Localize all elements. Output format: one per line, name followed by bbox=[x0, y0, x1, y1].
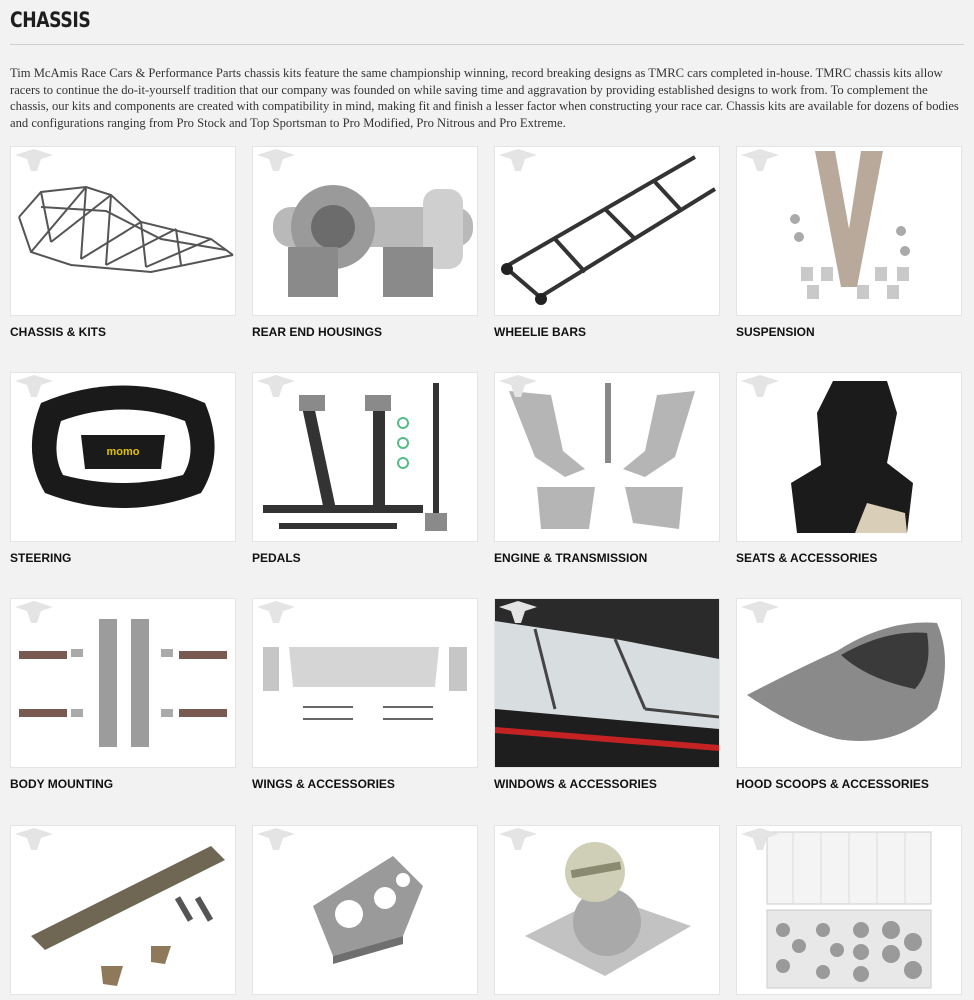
hood-scoop-image[interactable] bbox=[736, 598, 962, 768]
watermark-logo-icon bbox=[495, 826, 541, 852]
suspension-parts-image[interactable] bbox=[736, 146, 962, 316]
category-label[interactable]: BODY MOUNTING bbox=[10, 777, 114, 791]
bar-bracket-image[interactable] bbox=[10, 825, 236, 995]
category-label[interactable]: ENGINE & TRANSMISSION bbox=[494, 551, 648, 565]
watermark-logo-icon bbox=[737, 599, 783, 625]
watermark-logo-icon bbox=[253, 373, 299, 399]
pedals-kit-image[interactable] bbox=[252, 372, 478, 542]
watermark-logo-icon bbox=[737, 147, 783, 173]
wing-parts-image[interactable] bbox=[252, 598, 478, 768]
dzus-fastener-image[interactable] bbox=[494, 825, 720, 995]
category-label[interactable]: SEATS & ACCESSORIES bbox=[736, 551, 878, 565]
category-label[interactable]: PEDALS bbox=[252, 551, 301, 565]
category-label[interactable]: REAR END HOUSINGS bbox=[252, 325, 383, 339]
car-window-image[interactable] bbox=[494, 598, 720, 768]
category-label[interactable]: CHASSIS & KITS bbox=[10, 325, 107, 339]
chassis-frame-image[interactable] bbox=[10, 146, 236, 316]
rear-end-housing-image[interactable] bbox=[252, 146, 478, 316]
title-divider bbox=[10, 44, 964, 45]
watermark-logo-icon bbox=[737, 826, 783, 852]
svg-text:momo: momo bbox=[106, 446, 140, 458]
watermark-logo-icon bbox=[253, 147, 299, 173]
watermark-logo-icon bbox=[11, 373, 57, 399]
category-label[interactable]: HOOD SCOOPS & ACCESSORIES bbox=[736, 777, 929, 791]
watermark-logo-icon bbox=[737, 373, 783, 399]
category-label[interactable]: WINDOWS & ACCESSORIES bbox=[494, 777, 657, 791]
watermark-logo-icon bbox=[11, 599, 57, 625]
category-label[interactable]: WHEELIE BARS bbox=[494, 325, 587, 339]
intro-paragraph: Tim McAmis Race Cars & Performance Parts chassis kits feature the same championship winning, record breaking designs as TMRC cars completed in-house. TMRC chassis kits allow racers to continue the do-it-yourself tradition that our company was founded on while saving time and aggravation by providing established designs to work from. To complement the chassis, our kits and components are created with compatibility in mind, making fit and finish a lesser factor when constructing your race car. Chassis kits are available for dozens of bodies and configurations ranging from Pro Stock and Top Sportsman to Pro Modified, Pro Nitrous and Pro Extreme. bbox=[10, 66, 959, 130]
watermark-logo-icon bbox=[11, 147, 57, 173]
engine-plates-image[interactable] bbox=[494, 372, 720, 542]
plate-bracket-image[interactable] bbox=[252, 825, 478, 995]
watermark-logo-icon bbox=[495, 147, 541, 173]
steering-wheel-image[interactable] bbox=[10, 372, 236, 542]
category-label[interactable]: STEERING bbox=[10, 551, 72, 565]
watermark-logo-icon bbox=[253, 826, 299, 852]
category-label[interactable]: WINGS & ACCESSORIES bbox=[252, 777, 395, 791]
body-mounting-image[interactable] bbox=[10, 598, 236, 768]
category-label[interactable]: SUSPENSION bbox=[736, 325, 815, 339]
watermark-logo-icon bbox=[11, 826, 57, 852]
watermark-logo-icon bbox=[253, 599, 299, 625]
hardware-kit-image[interactable] bbox=[736, 825, 962, 995]
watermark-logo-icon bbox=[495, 373, 541, 399]
racing-seat-image[interactable] bbox=[736, 372, 962, 542]
watermark-logo-icon bbox=[495, 599, 541, 625]
wheelie-bars-image[interactable] bbox=[494, 146, 720, 316]
page-title: CHASSIS bbox=[10, 8, 91, 32]
